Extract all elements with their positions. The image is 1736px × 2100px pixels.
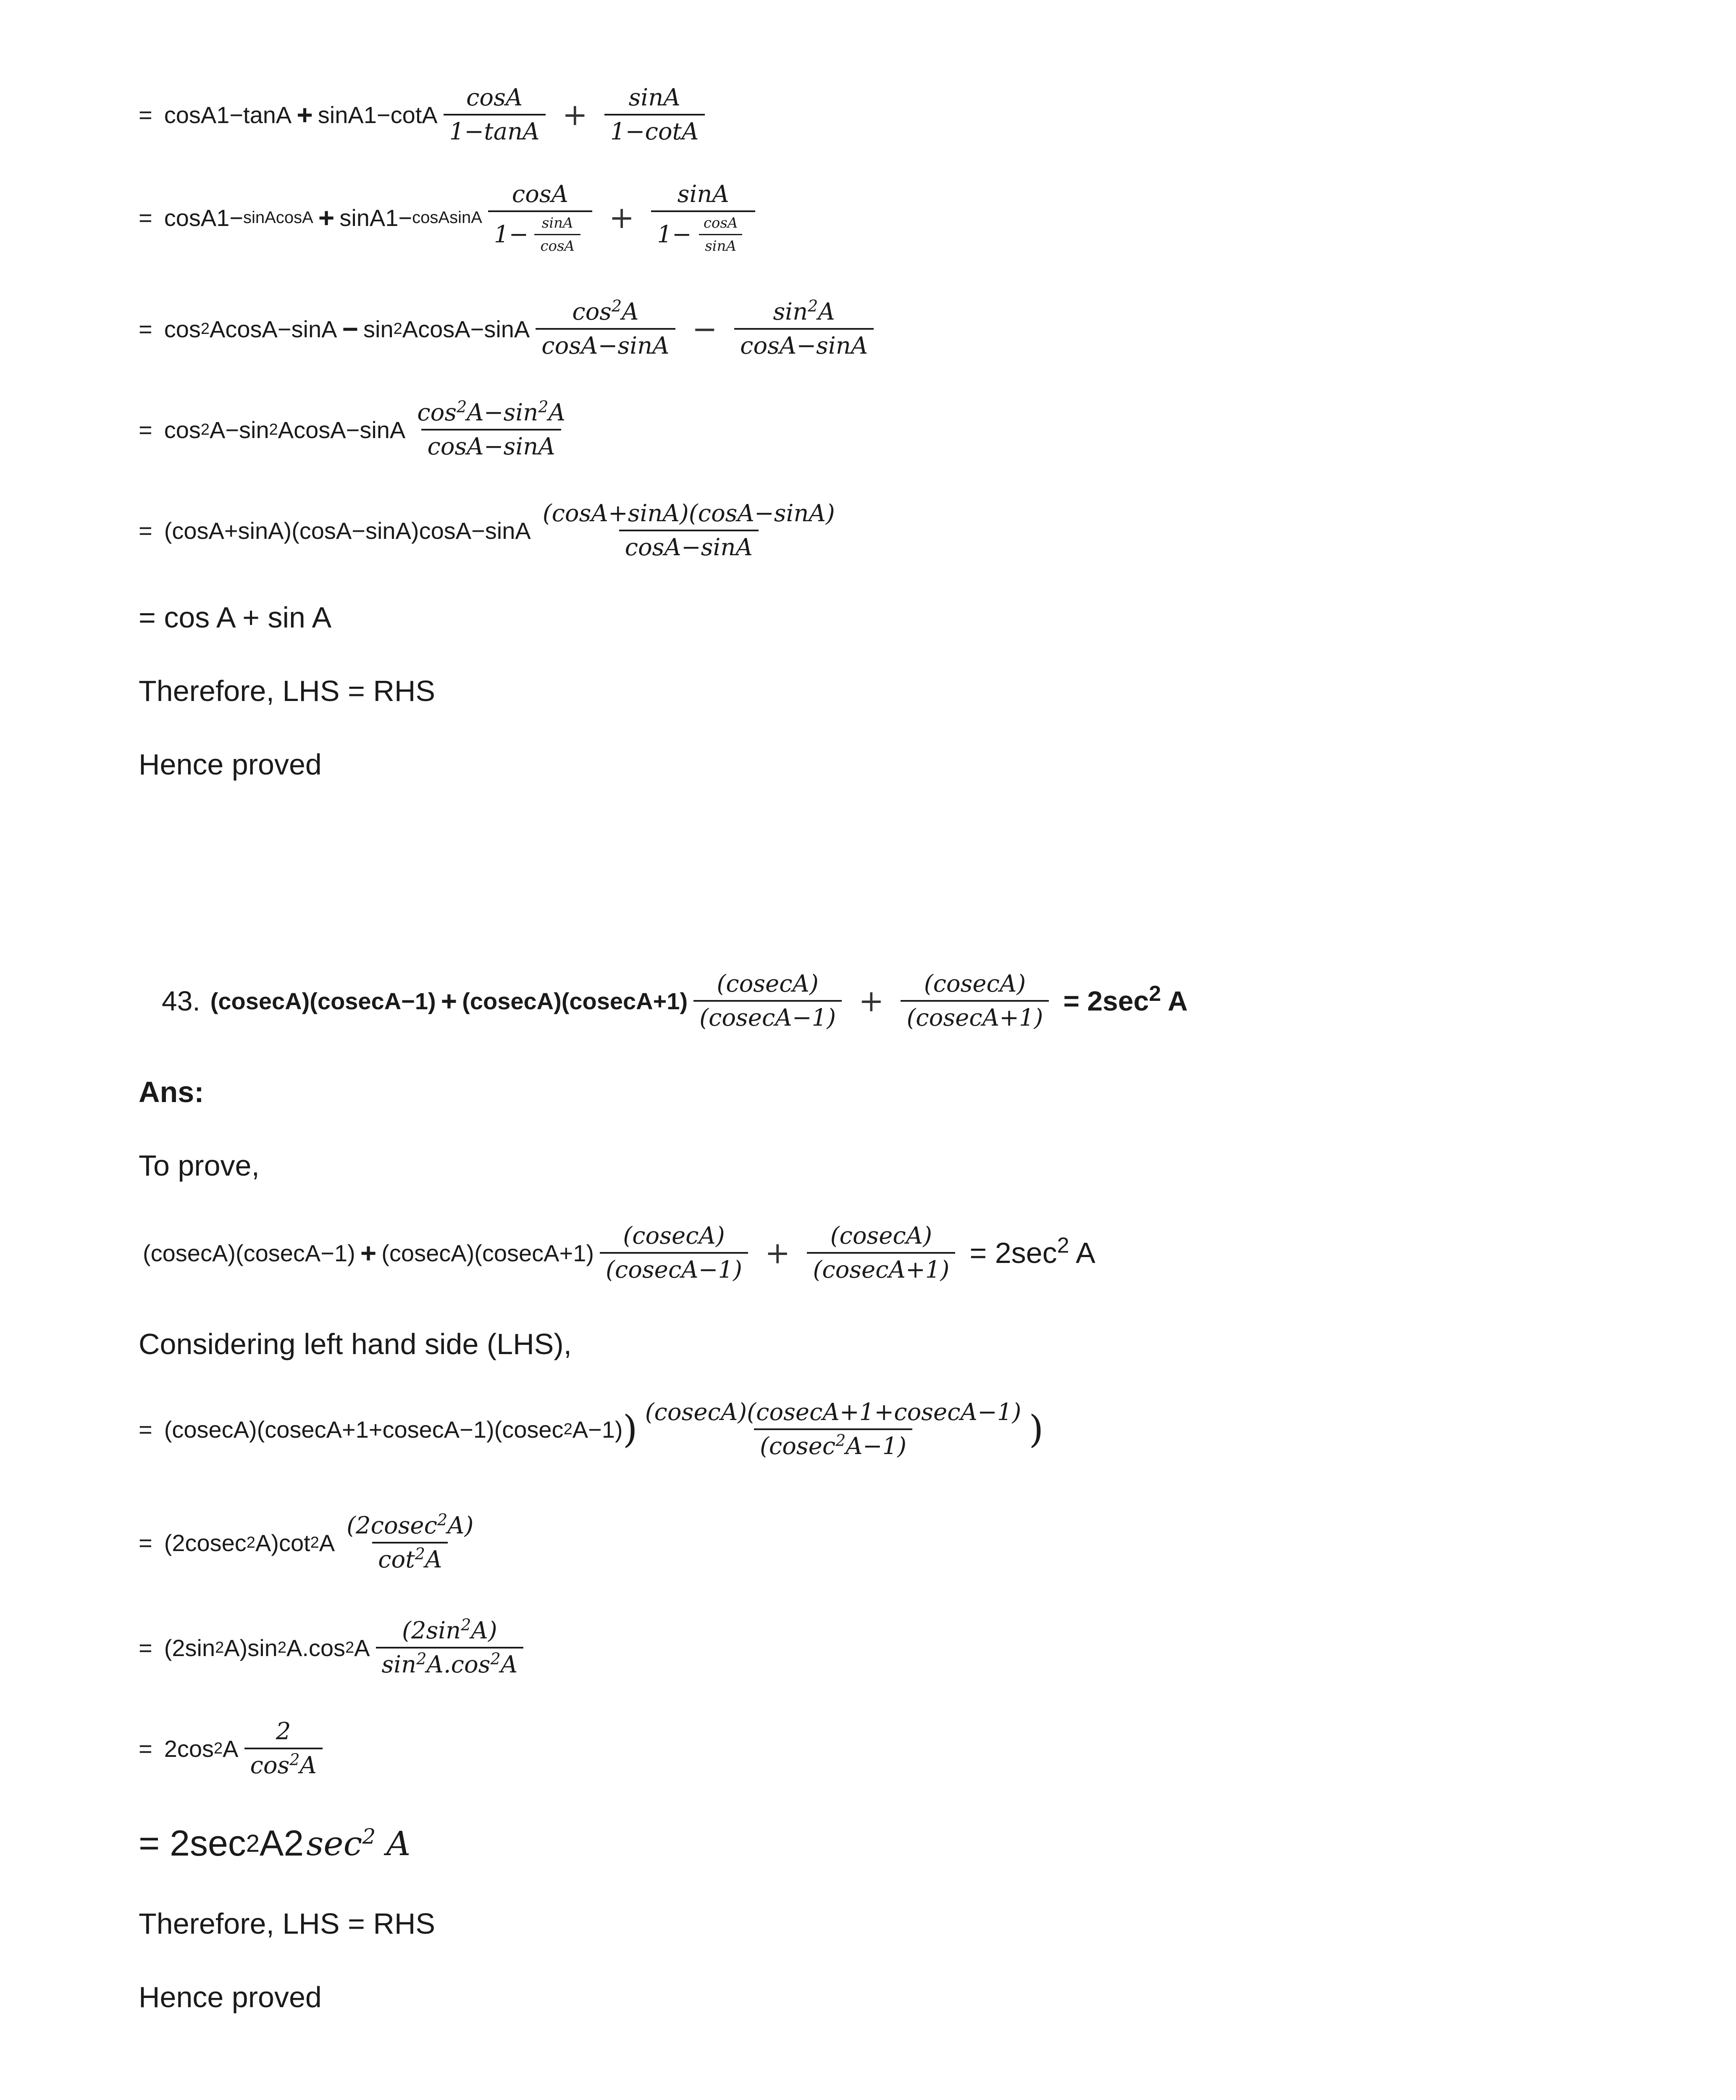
fraction-denominator: cosA−sinA [619,530,759,561]
fraction-numerator [396,1617,503,1647]
fraction [537,500,841,561]
plus-operator: + [859,983,884,1018]
fraction [341,1512,479,1573]
equation-text: cos [164,315,201,342]
fraction [604,84,705,145]
equals-sign: = [139,1416,152,1443]
plus-sign: + [318,202,335,233]
equals-sign: = [139,1634,152,1661]
equation-text: A−1) [572,1416,623,1443]
equation-line [139,500,847,561]
equation-line [139,181,761,255]
fraction [600,1222,748,1284]
equation-small-text: sinAcosA [243,208,313,227]
superscript: 2 [538,397,549,416]
superscript: 2 [612,297,622,315]
equation-text: AcosA−sinA [402,315,530,342]
superscript: 2 [808,297,818,315]
fraction-denominator [754,1428,912,1460]
fraction [693,970,842,1032]
nested-fraction [698,215,744,255]
equation-text: (cosecA)(cosecA+1) [381,1239,594,1266]
superscript: 2 [416,1649,427,1668]
superscript: 2 [835,1431,846,1450]
fraction [807,1222,955,1284]
fraction-numerator: sinA [677,181,729,208]
nested-numerator: cosA [703,215,738,231]
equation-text: cosA1−tanA [164,101,292,128]
equals-sign: = [139,315,152,342]
fraction [536,298,675,360]
equation-text: A)sin [224,1634,278,1661]
superscript: 2 [362,1824,376,1849]
fraction-numerator [341,1512,479,1542]
equation-text: A [354,1634,370,1661]
fraction-numerator [767,298,840,328]
question-text: (cosecA)(cosecA−1) [210,987,436,1014]
superscript: 2 [490,1649,501,1668]
plus-sign: + [297,99,313,130]
equation-text: A [223,1735,239,1762]
equation-text: A.cos [286,1634,346,1661]
equals-sign: = [139,1735,152,1762]
question-43 [162,970,1188,1032]
fraction [376,1617,524,1678]
equals-sign: = [139,416,152,443]
result-text: = 2sec [139,1823,246,1864]
denominator-prefix: 1− [494,221,529,248]
fraction [639,1399,1027,1460]
equation-line: = cos 2 A−sin 2 AcosA−sinA $\frac{\cos^2A-\sin^2A}{\cos A-\sin A}$ [139,399,577,460]
fraction-denominator [244,1748,323,1779]
equation-line: = (2cosec 2 A)cot 2 A $\frac{(2cosec^2A)}{\cot^2A}$ [139,1512,485,1573]
question-text: (cosecA)(cosecA+1) [462,987,688,1014]
result-line: = cos A + sin A [139,601,332,634]
rhs-text: = 2sec [1063,985,1149,1016]
plus-sign: + [441,985,457,1016]
parenthesis: ) [1029,1407,1044,1452]
fraction-denominator: (cosecA+1) [807,1252,955,1284]
minus-operator: − [692,311,717,346]
fraction-denominator: cosA−sinA [734,328,874,360]
fraction-denominator [488,210,592,255]
fraction-denominator: cosA−sinA [536,328,675,360]
fraction-numerator: cosA [466,84,523,111]
fraction [244,1718,323,1779]
fraction-numerator: (cosecA)(cosecA+1+cosecA−1) [645,1399,1022,1426]
equation-text: AcosA−sinA [210,315,337,342]
rhs-text: A [1069,1236,1095,1269]
conclusion-text: Therefore, LHS = RHS [139,675,436,707]
equation-text: (cosecA)(cosecA−1) [143,1239,355,1266]
equation-text: 2cos [164,1735,214,1762]
superscript: 2 [461,1615,471,1634]
math-expression [306,1824,410,1863]
fraction-denominator: (cosecA−1) [693,1000,842,1032]
denominator-prefix: 1− [657,221,692,248]
fraction-numerator: (cosecA) [830,1222,932,1250]
denominator-text: cot [378,1546,415,1573]
plus-operator: + [562,97,588,132]
equation-text: (cosecA)(cosecA+1+cosecA−1)(cosec [164,1416,564,1443]
denominator-text: A [425,1546,442,1573]
fraction-numerator: (cosecA) [924,970,1026,998]
hence-proved-text: Hence proved [139,748,322,781]
equation-text: (2sin [164,1634,215,1661]
fraction-denominator: 1−tanA [444,114,546,145]
fraction-numerator: (cosA+sinA)(cosA−sinA) [542,500,835,527]
numerator-text: A−sin [467,399,538,426]
minus-sign: − [342,313,359,344]
equation-text: sin [363,315,394,342]
hence-proved-text: Hence proved [139,1981,322,2013]
denominator-text: A [500,1651,518,1678]
equals-sign: = [139,204,152,231]
fraction [651,181,755,255]
plus-operator: + [765,1235,791,1270]
fraction-numerator: 2 [276,1718,291,1745]
ans-label: Ans: [139,1076,204,1108]
fraction [488,181,592,255]
rhs-text: = 2sec [969,1236,1057,1269]
parenthesis: ) [622,1407,638,1452]
result-line: = 2sec 2 A2 $\sec^2 A$ [139,1823,411,1864]
denominator-text: cos [250,1752,290,1779]
equation-line [139,84,711,145]
numerator-text: A [818,298,835,326]
fraction-denominator: (cosecA−1) [600,1252,748,1284]
fraction-numerator [566,298,644,328]
equation-line: = 2cos 2 A $\frac{2}{\cos^2A}$ [139,1718,328,1779]
fraction [411,399,571,460]
considering-text: Considering left hand side (LHS), [139,1328,572,1360]
fraction-denominator: cosA−sinA [421,429,561,460]
numerator-text: (2cosec [347,1512,437,1539]
equation-text: A)cot [255,1529,310,1556]
equation-rhs [969,1233,1095,1270]
equation-text: (cosA+sinA)(cosA−sinA)cosA−sinA [164,517,531,544]
superscript: 2 [1057,1233,1069,1258]
question-number: 43. [162,985,200,1016]
fraction [734,298,874,360]
superscript: 2 [437,1510,448,1529]
math-text: sec [306,1824,362,1863]
superscript: 2 [289,1750,300,1769]
equals-sign: = [139,101,152,128]
equation-text: sinA1− [339,204,412,231]
fraction-denominator [651,210,755,255]
fraction-denominator: (cosecA+1) [901,1000,1049,1032]
equation-text: A [319,1529,335,1556]
conclusion-text: Therefore, LHS = RHS [139,1907,436,1940]
numerator-text: A) [447,1512,474,1539]
numerator-text: cos [572,298,612,326]
fraction-numerator: cosA [512,181,569,208]
numerator-text: A [622,298,639,326]
numerator-text: A) [471,1617,497,1644]
math-text: A [376,1824,411,1863]
nested-denominator: sinA [699,234,742,255]
superscript: 2 [415,1544,425,1563]
rhs-text: A [1161,985,1188,1016]
nested-denominator: cosA [534,234,580,255]
denominator-text: A.cos [426,1651,491,1678]
equation-text: cosA1− [164,204,244,231]
numerator-text: cos [417,399,457,426]
numerator-text: sin [773,298,808,326]
equation-line: = cos 2 AcosA−sinA − sin 2 AcosA−sinA $\frac{\cos^2A}{\cos A-\sin A}$ − $\frac{\sin^2A}{\cos A-\sin A}$ [139,298,880,360]
equation-line: = (cosecA)(cosecA+1+cosecA−1)(cosec 2 A−1) ) $\frac{(cosecA)(cosecA+1+cosecA-1)}{(cosec^2A-1)}$ ) [139,1399,1044,1460]
equation-text: AcosA−sinA [278,416,406,443]
equation-line [143,1222,1095,1284]
fraction [444,84,546,145]
nested-numerator: sinA [541,215,573,231]
plus-operator: + [609,200,635,235]
denominator-text: sin [381,1651,417,1678]
equals-sign: = [139,517,152,544]
fraction [901,970,1049,1032]
fraction-denominator [376,1647,524,1678]
numerator-text: A [548,399,566,426]
nested-fraction [534,215,580,255]
fraction-numerator: (cosecA) [717,970,819,998]
numerator-text: (2sin [402,1617,461,1644]
equation-text: sinA1−cotA [318,101,438,128]
result-text: A2 [260,1823,304,1864]
question-rhs [1063,982,1188,1017]
plus-sign: + [360,1237,377,1268]
fraction-numerator: (cosecA) [623,1222,725,1250]
fraction-numerator [411,399,571,429]
equation-line: = (2sin 2 A)sin 2 A.cos 2 A $\frac{(2\sin^2A)}{\sin^2A.\cos^2A}$ [139,1617,529,1678]
denominator-text: (cosec [759,1433,836,1460]
superscript: 2 [1149,982,1161,1006]
fraction-numerator: sinA [628,84,680,111]
equation-small-text: cosAsinA [412,208,482,227]
denominator-text: A [299,1752,317,1779]
fraction-denominator [372,1542,448,1573]
equals-sign: = [139,1529,152,1556]
equation-text: (2cosec [164,1529,247,1556]
fraction-denominator: 1−cotA [604,114,705,145]
equation-text: A−sin [210,416,269,443]
denominator-text: A−1) [846,1433,907,1460]
to-prove-text: To prove, [139,1149,260,1182]
superscript: 2 [457,397,467,416]
equation-text: cos [164,416,201,443]
